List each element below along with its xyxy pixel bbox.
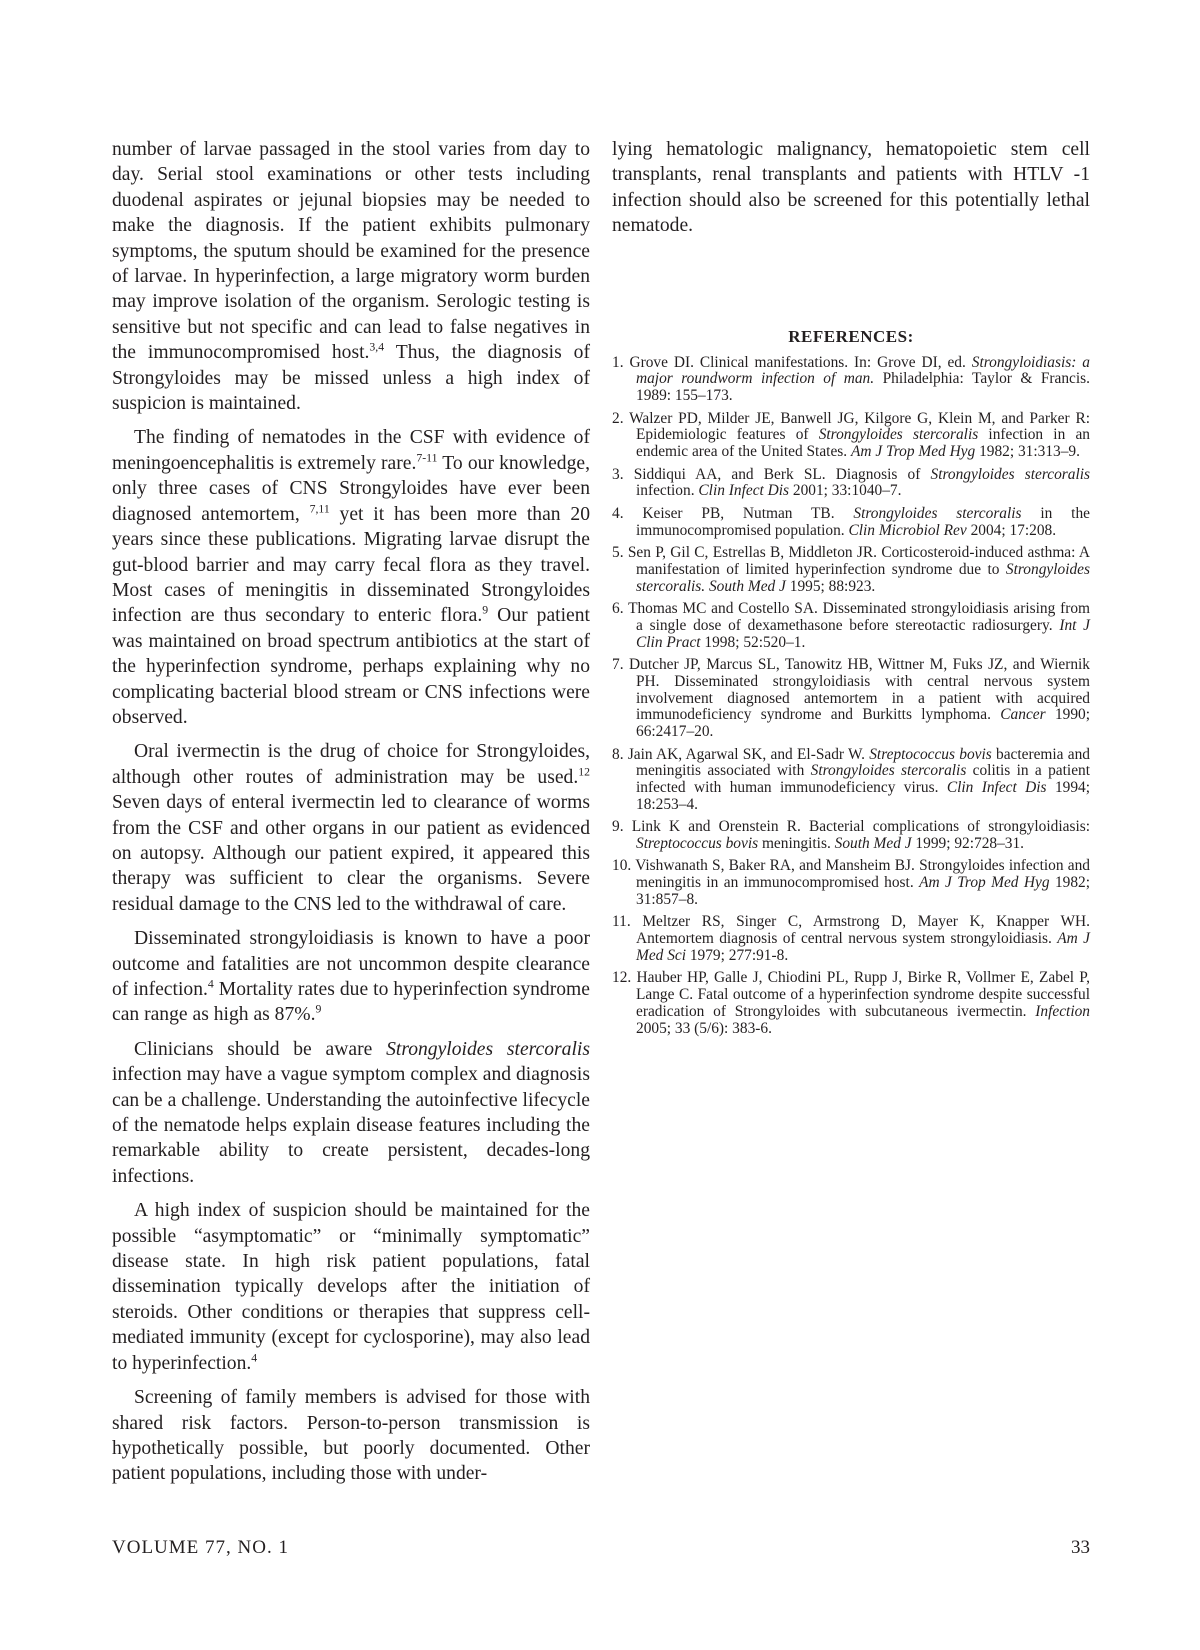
reference-item: 5. Sen P, Gil C, Estrellas B, Middleton JR. Corticosteroid-induced asthma: A manifestation of limited hyperinfection syndrome due to Strongyloides stercoralis. South Med J 1995; 88:923. (612, 543, 1090, 595)
body-paragraph-6: A high index of suspicion should be maintained for the possible “asymptomatic” or “minimally symptomatic” disease state. In high risk patient populations, fatal dissemination typically develops after the initiation of steroids. Other conditions or therapies that suppress cell-mediated immunity (except for cyclosporine), may also lead to hyperinfection.$^4$ (112, 1200, 590, 1374)
reference-item: 12. Hauber HP, Galle J, Chiodini PL, Rupp J, Birke R, Vollmer E, Zabel P, Lange C. Fatal outcome of a hyperinfection syndrome despite successful eradication of Strongyloides with subcutaneous ivermectin. Infection 2005; 33 (5/6): 383-6. (612, 969, 1090, 1037)
body-paragraph-2: The finding of nematodes in the CSF with evidence of meningoencephalitis is extremely rare.$^{7-11}$ To our knowledge, only three cases of CNS Strongyloides have ever been diagnosed antemortem, $^{7,11}$ yet it has been more than 20 years since these publications. Migrating larvae disrupt the gut-blood barrier and may carry fecal flora as they travel. Most cases of meningitis in disseminated Strongyloides infection are thus secondary to enteric flora.$^9$ Our patient was maintained on broad spectrum antibiotics at the start of the hyperinfection syndrome, perhaps explaining why no complicating bacterial blood stream or CNS infections were observed. (112, 427, 590, 728)
left-column (112, 137, 590, 1496)
reference-item: 6. Thomas MC and Costello SA. Disseminated strongyloidiasis arising from a single dose of dexamethasone before stereotactic radiosurgery. Int J Clin Pract 1998; 52:520–1. (612, 599, 1091, 651)
body-paragraph-4: Disseminated strongyloidiasis is known to have a poor outcome and fatalities are not uncommon despite clearance of infection.$^4$ Mortality rates due to hyperinfection syndrome can range as high as 87%.$^9$ (112, 928, 590, 1026)
body-paragraph-continuation: lying hematologic malignancy, hematopoietic stem cell transplants, renal transplants and patients with HTLV -1 infection should also be screened for this potentially lethal nematode. (612, 139, 1090, 237)
references-heading: REFERENCES: (788, 326, 914, 346)
reference-item: 7. Dutcher JP, Marcus SL, Tanowitz HB, Wittner M, Fuks JZ, and Wiernik PH. Disseminated strongyloidiasis with central nervous system involvement diagnosed antemortem in a patient with acquired immunodeficiency syndrome and Burkitts lymphoma. Cancer 1990; 66:2417–20. (612, 655, 1091, 741)
reference-item: 11. Meltzer RS, Singer C, Armstrong D, Mayer K, Knapper WH. Antemortem diagnosis of central nervous system strongyloidiasis. Am J Med Sci 1979; 277:91-8. (612, 913, 1090, 965)
reference-item: 8. Jain AK, Agarwal SK, and El-Sadr W. Streptococcus bovis bacteremia and meningitis associated with Strongyloides stercoralis colitis in a patient infected with human immunodeficiency virus. Clin Infect Dis 1994; 18:253–4. (612, 745, 1091, 813)
body-paragraph-7: Screening of family members is advised for those with shared risk factors. Person-to-person transmission is hypothetically possible, but poorly documented. Other patient populations, including those with under- (112, 1387, 590, 1485)
references-list (612, 355, 1090, 1038)
right-column (612, 137, 1090, 1043)
reference-item: 10. Vishwanath S, Baker RA, and Mansheim BJ. Strongyloides infection and meningitis in an immunocompromised host. Am J Trop Med Hyg 1982; 31:857–8. (612, 857, 1091, 909)
reference-item: 1. Grove DI. Clinical manifestations. In: Grove DI, ed. Strongyloidiasis: a major roundworm infection of man. Philadelphia: Taylor & Francis. 1989: 155–173. (612, 353, 1091, 405)
reference-item: 3. Siddiqui AA, and Berk SL. Diagnosis of Strongyloides stercoralis infection. Clin Infect Dis 2001; 33:1040–7. (612, 465, 1090, 500)
body-paragraph-1: number of larvae passaged in the stool varies from day to day. Serial stool examinations or other tests including duodenal aspirates or jejunal biopsies may be needed to make the diagnosis. If the patient exhibits pulmonary symptoms, the sputum should be examined for the presence of larvae. In hyperinfection, a large migratory worm burden may improve isolation of the organism. Serologic testing is sensitive but not specific and can lead to false negatives in the immunocompromised host.$^{3,4}$ Thus, the diagnosis of Strongyloides may be missed unless a high index of suspicion is maintained. (112, 139, 590, 415)
reference-item: 9. Link K and Orenstein R. Bacterial complications of strongyloidiasis: Streptococcus bovis meningitis. South Med J 1999; 92:728–31. (612, 818, 1090, 853)
body-paragraph-5: Clinicians should be aware Strongyloides stercoralis infection may have a vague symptom complex and diagnosis can be a challenge. Understanding the autoinfective lifecycle of the nematode helps explain disease features including the remarkable ability to create persistent, decades-long infections. (112, 1038, 590, 1187)
reference-item: 2. Walzer PD, Milder JE, Banwell JG, Kilgore G, Klein M, and Parker R: Epidemiologic features of Strongyloides stercoralis infection in an endemic area of the United States. Am J Trop Med Hyg 1982; 31:313–9. (612, 409, 1090, 461)
footer-page-number: 33 (1071, 1537, 1090, 1558)
body-paragraph-3: Oral ivermectin is the drug of choice for Strongyloides, although other routes of administration may be used.$^{12}$ Seven days of enteral ivermectin led to clearance of worms from the CSF and other organs in our patient as evidenced on autopsy. Although our patient expired, it appeared this therapy was sufficient to clear the organisms. Severe residual damage to the CNS led to the withdrawal of care. (112, 741, 590, 915)
reference-item: 4. Keiser PB, Nutman TB. Strongyloides stercoralis in the immunocompromised population. Clin Microbiol Rev 2004; 17:208. (612, 504, 1090, 539)
footer-volume: VOLUME 77, NO. 1 (112, 1537, 289, 1558)
